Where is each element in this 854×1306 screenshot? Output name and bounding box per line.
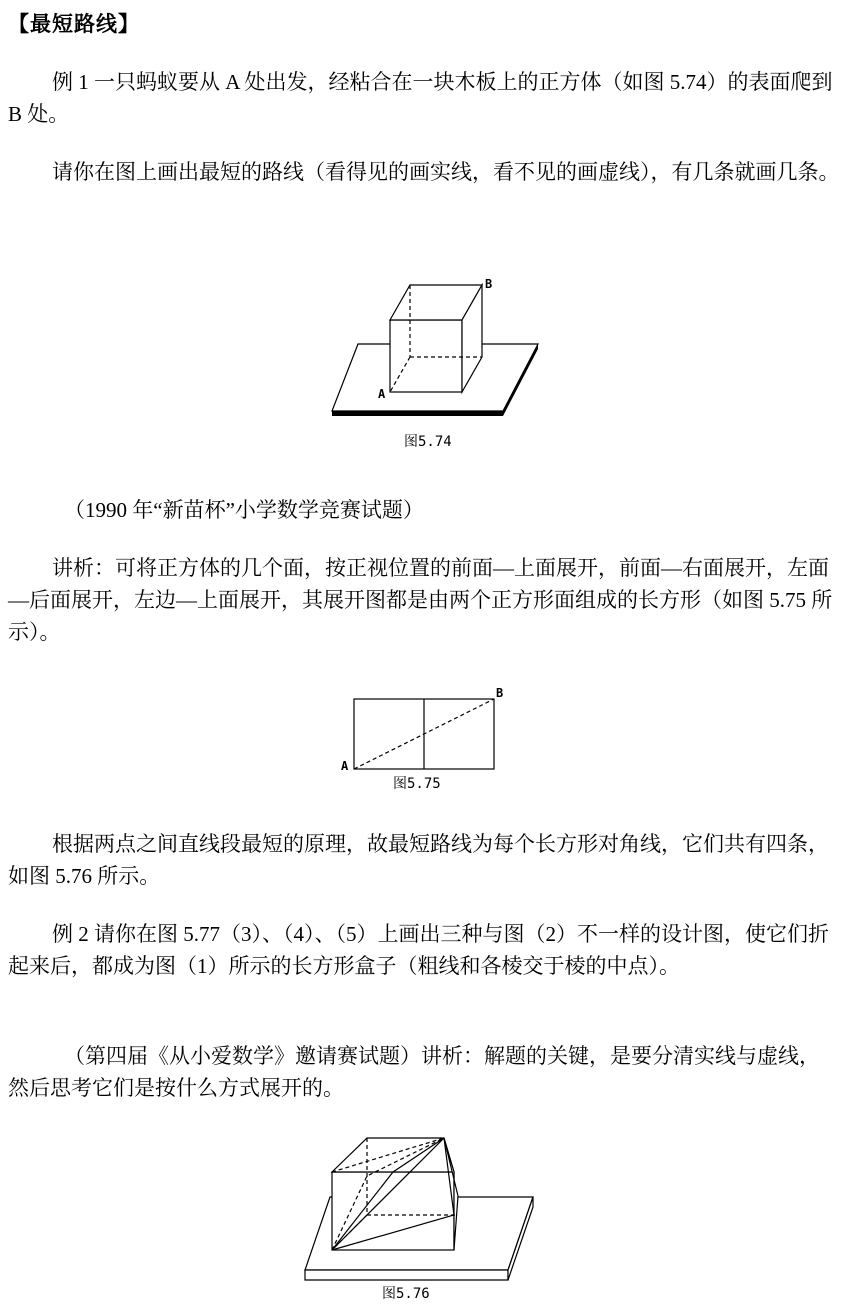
example-2-statement: 例 2 请你在图 5.77（3）、（4）、（5）上画出三种与图（2）不一样的设计图，使它们折起来后，都成为图（1）所示的长方形盒子（粗线和各棱交于棱的中点）。 — [8, 922, 829, 978]
fig574-label-a: A — [378, 387, 386, 401]
fig575-label-a: A — [341, 759, 349, 773]
fig574-caption: 图5.74 — [404, 434, 452, 450]
fig576-caption: 图5.76 — [382, 1286, 430, 1302]
example-1-analysis: 讲析：可将正方体的几个面，按正视位置的前面—上面展开，前面—右面展开，左面—后面展开，左边—上面展开，其展开图都是由两个正方形面组成的长方形（如图 5.75 所示）。 — [8, 556, 833, 644]
example-1-conclusion: 根据两点之间直线段最短的原理，故最短路线为每个长方形对角线，它们共有四条，如图 5.76 所示。 — [8, 832, 829, 888]
fig574-label-b: B — [485, 277, 493, 291]
fig575-caption: 图5.75 — [393, 776, 441, 792]
example-1-instruction: 请你在图上画出最短的路线（看得见的画实线，看不见的画虚线），有几条就画几条。 — [52, 160, 840, 184]
example-2-source-analysis: （第四届《从小爱数学》邀请赛试题）讲析：解题的关键，是要分清实线与虚线，然后思考它们是按什么方式展开的。 — [8, 1044, 820, 1100]
section-heading: 【最短路线】 — [8, 12, 140, 36]
example-1-source: （1990 年“新苗杯”小学数学竞赛试题） — [64, 498, 424, 522]
example-1-statement: 例 1 一只蚂蚁要从 A 处出发，经粘合在一块木板上的正方体（如图 5.74）的表面爬到 B 处。 — [8, 70, 833, 126]
fig575-label-b: B — [496, 686, 504, 700]
